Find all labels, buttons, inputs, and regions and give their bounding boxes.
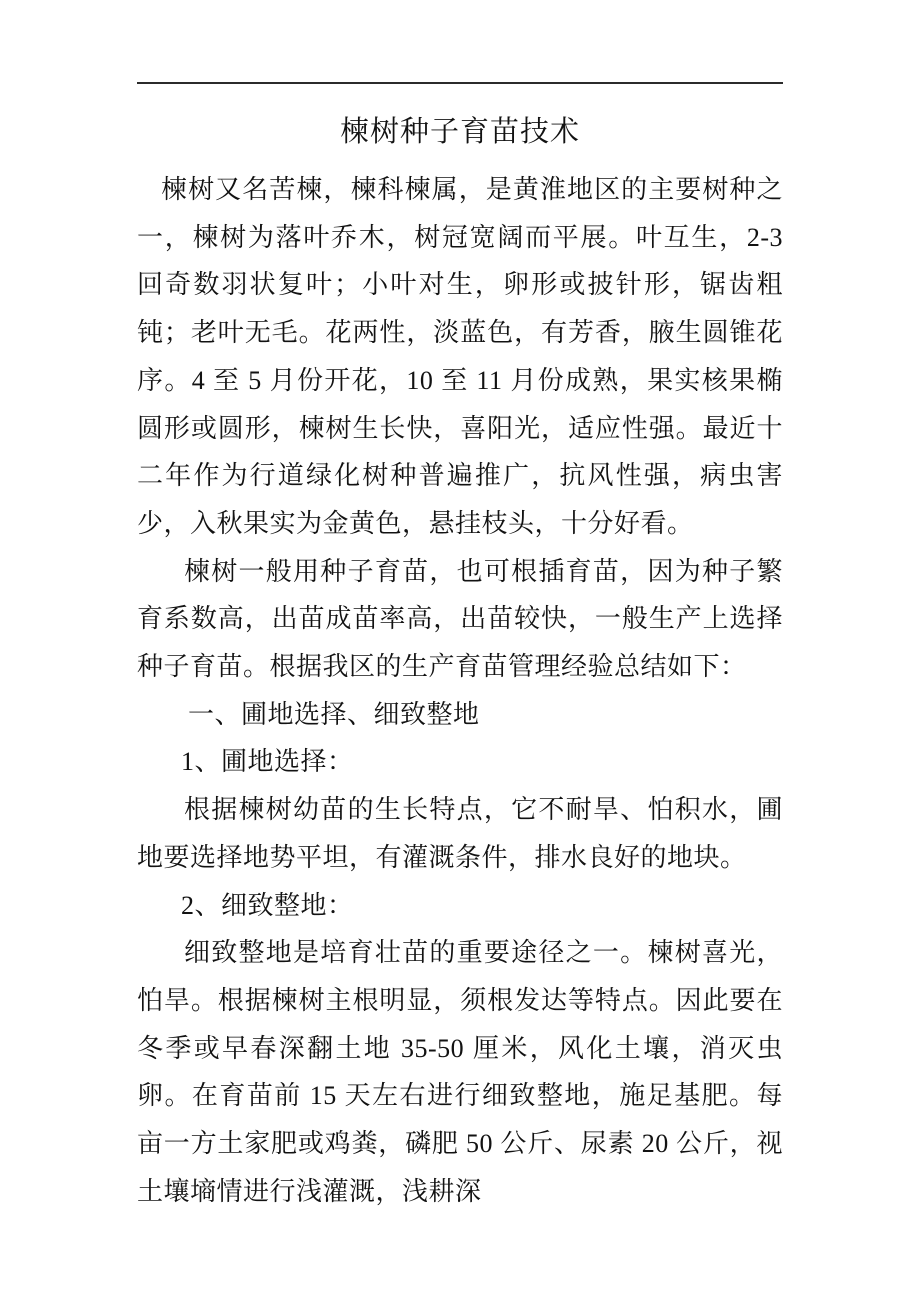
document-title: 楝树种子育苗技术 [339, 116, 580, 148]
paragraph-intro: 楝树又名苦楝，楝科楝属，是黄淮地区的主要树种之一，楝树为落叶乔木，树冠宽阔而平展。叶互生，2-3 回奇数羽状复叶；小叶对生，卵形或披针形，锯齿粗钝；老叶无毛。花两性，淡蓝色，有芳香，腋生圆锥花序。4 至 5 月份开花，10 至 11 月份成熟，果实核果椭圆形或圆形，楝树生长快，喜阳光，适应性强。最近十二年作为行道绿化树种普遍推广，抗风性强，病虫害少，入秋果实为金黄色，悬挂枝头，十分好看。 [137, 175, 783, 538]
paragraph-seed-propagation: 楝树一般用种子育苗，也可根插育苗，因为种子繁育系数高，出苗成苗率高，出苗较快，一般生产上选择种子育苗。根据我区的生产育苗管理经验总结如下： [137, 556, 783, 682]
heading-section-1: 一、圃地选择、细致整地 [188, 699, 480, 729]
heading-item-2: 2、细致整地： [181, 890, 354, 920]
paragraph-site-selection: 根据楝树幼苗的生长特点，它不耐旱、怕积水，圃地要选择地势平坦，有灌溉条件，排水良好的地块。 [137, 795, 783, 872]
header-rule [137, 82, 783, 84]
heading-item-1: 1、圃地选择： [181, 747, 354, 777]
paragraph-soil-preparation: 细致整地是培育壮苗的重要途径之一。楝树喜光，怕旱。根据楝树主根明显，须根发达等特点。因此要在冬季或早春深翻土地 35-50 厘米，风化土壤，消灭虫卵。在育苗前 15 天左右进行细致整地，施足基肥。每亩一方土家肥或鸡粪，磷肥 50 公斤、尿素 20 公斤，视土壤墒情进行浅灌溉，浅耕深 [137, 938, 783, 1206]
document-content [137, 108, 783, 1215]
